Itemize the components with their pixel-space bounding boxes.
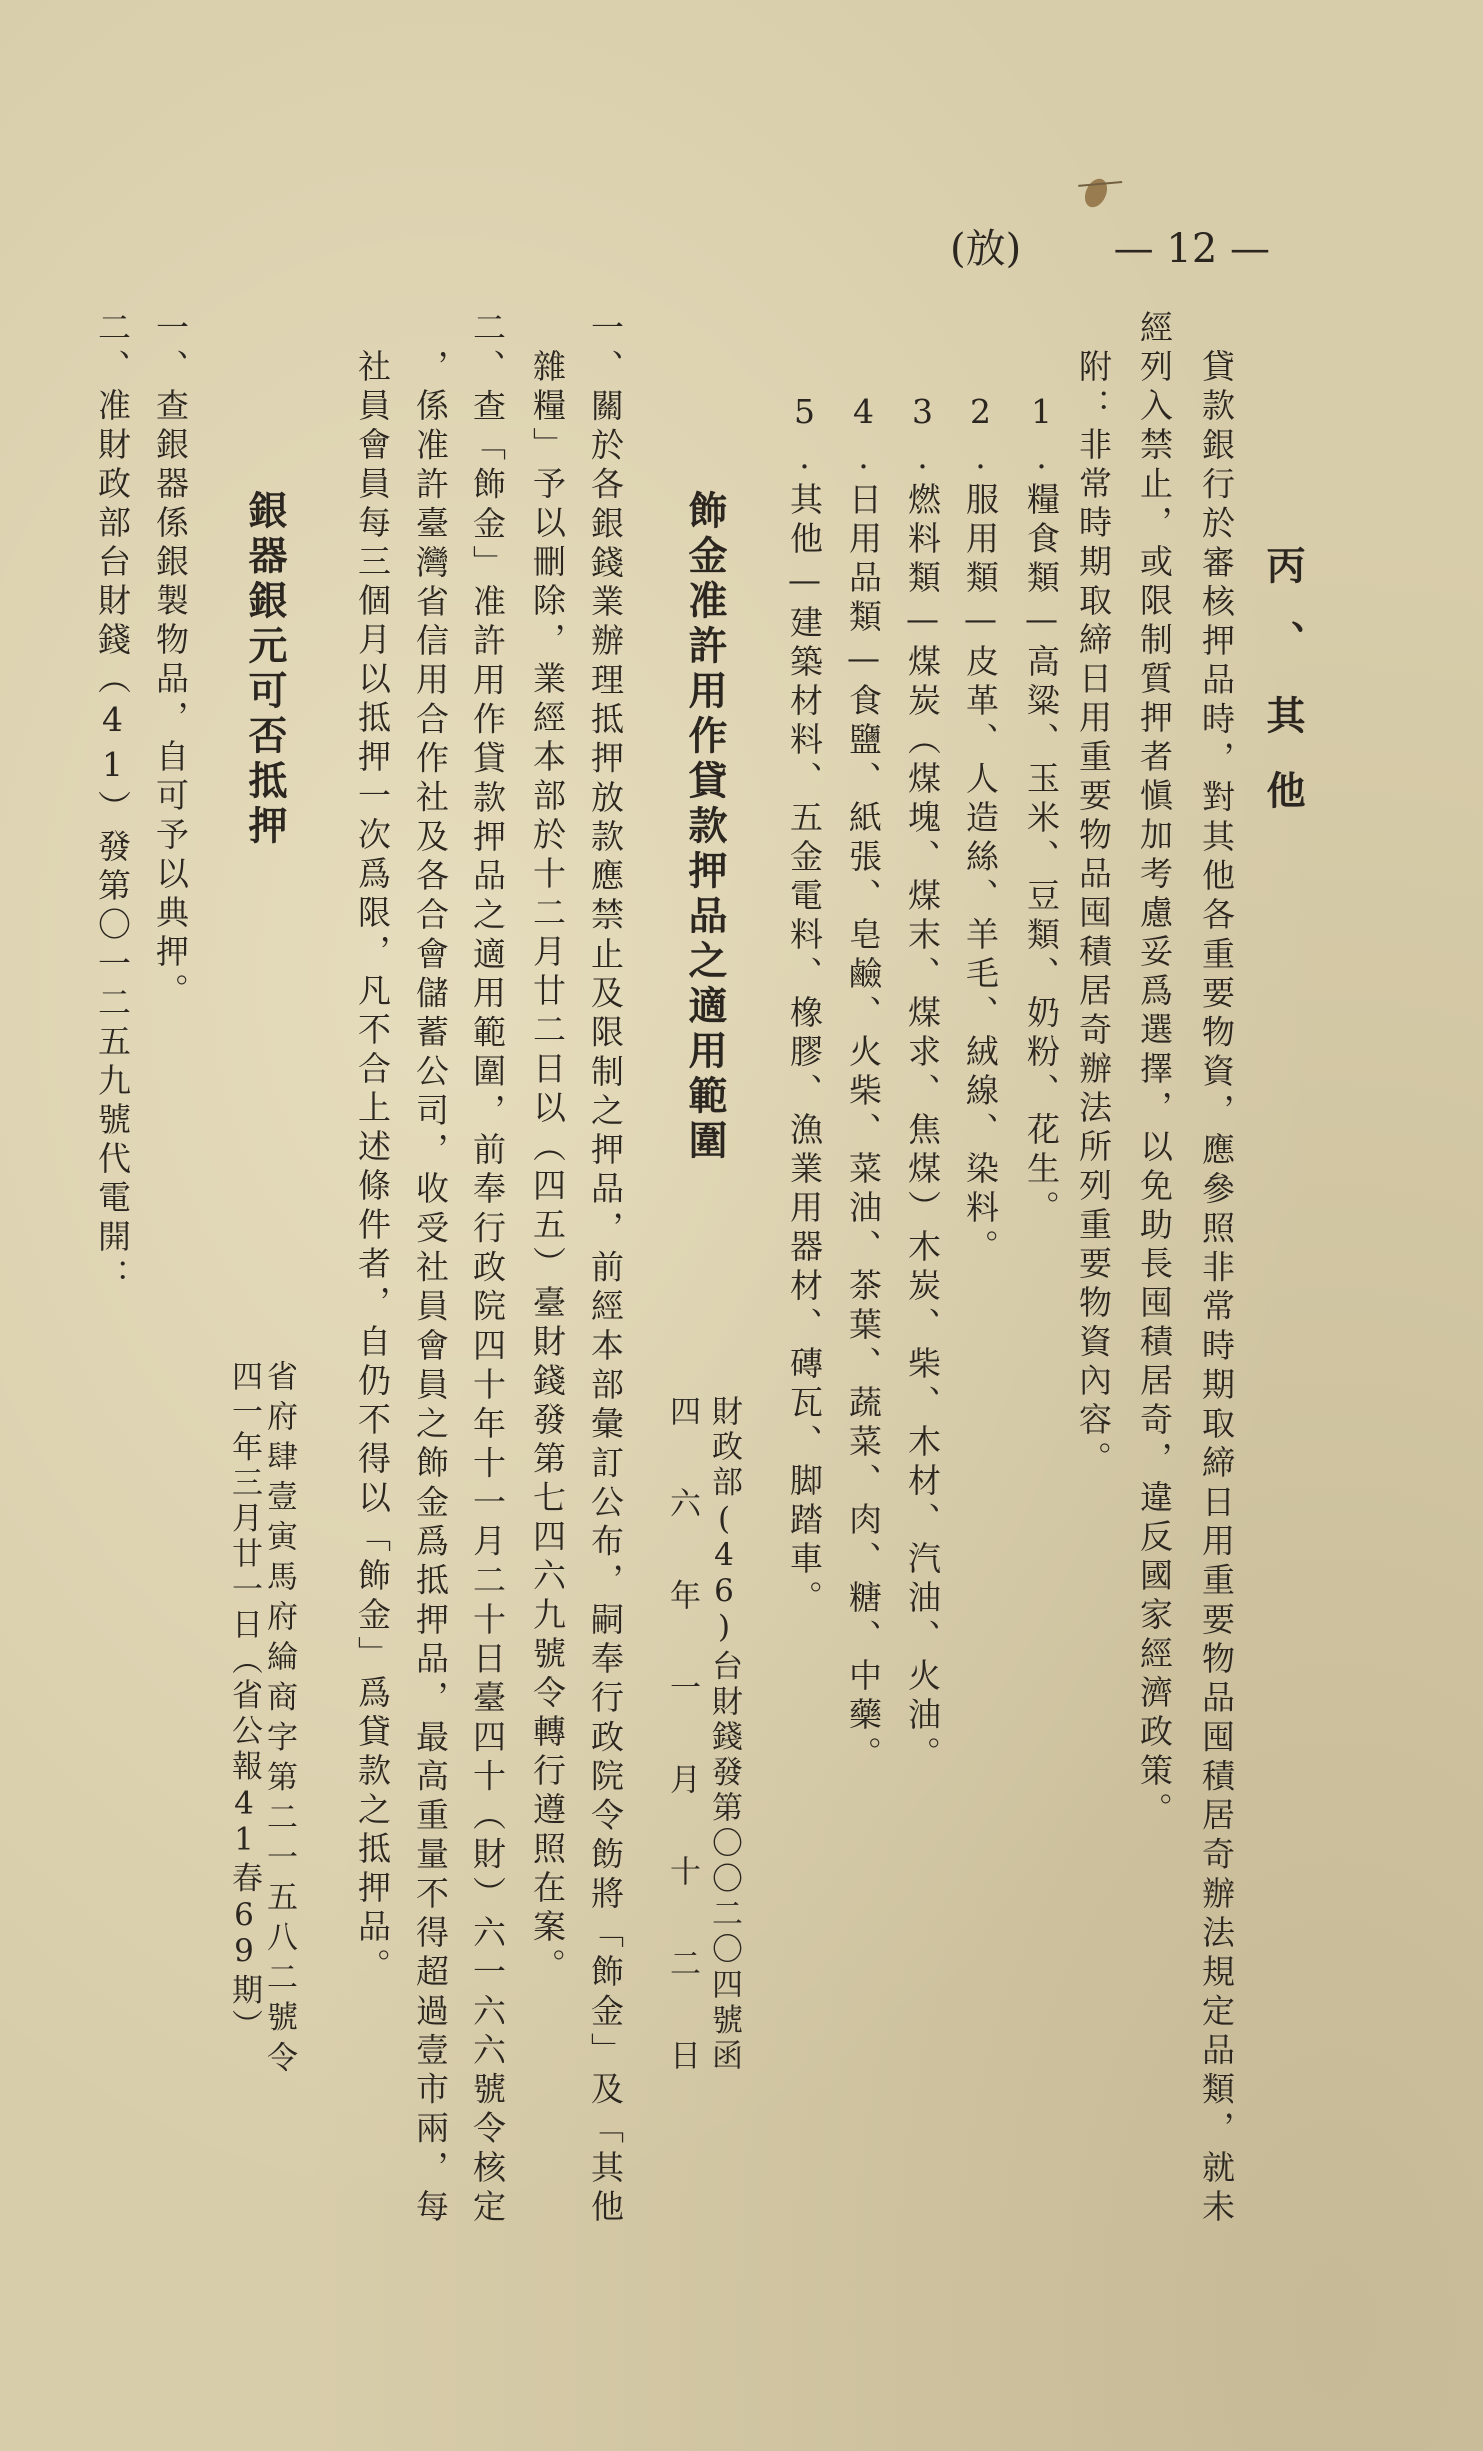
list-item: 3.燃料類—煤炭（煤塊、煤末、煤求、焦煤）木炭、柴、木材、汽油、火油。 (903, 392, 942, 1775)
section-gold-line-5: 社員會員每三個月以抵押一次爲限，凡不合上述條件者，自仍不得以「飾金」爲貸款之抵押品。 (353, 349, 392, 1987)
section-gold-line-4: ，係准許臺灣省信用合作社及各合會儲蓄公司，收受社員會員之飾金爲抵押品，最高重量不得超過壹市兩，每 (411, 349, 450, 2222)
list-item: 2.服用類—皮革、人造絲、羊毛、絨線、染料。 (961, 392, 1000, 1268)
section-c-body-line-2: 經列入禁止，或限制質押者愼加考慮妥爲選擇，以免助長囤積居奇，違反國家經濟政策。 (1135, 310, 1174, 1831)
section-silver-line-2: 二、准財政部台財錢（41）發第〇一二五九號代電開： (93, 310, 132, 1297)
list-item: 1.糧食類—高粱、玉米、豆類、奶粉、花生。 (1022, 392, 1061, 1229)
section-c-source: 財政部(46)台財錢發第〇〇二〇四號函 (706, 1395, 742, 2070)
section-c-appendix: 附：非常時期取締日用重要物品囤積居奇辦法所列重要物資內容。 (1074, 349, 1113, 1480)
list-item: 4.日用品類—食鹽、紙張、皂鹼、火柴、菜油、茶葉、蔬菜、肉、糖、中藥。 (844, 392, 883, 1775)
section-silver-heading: 銀器銀元可否抵押 (242, 490, 288, 850)
page-header (950, 222, 1270, 276)
section-c-body-line-1: 貸款銀行於審核押品時，對其他各重要物資，應參照非常時期取締日用重要物品囤積居奇辦法規定品類，就未 (1197, 349, 1236, 2222)
section-silver-line-1: 一、查銀器係銀製物品，自可予以典押。 (151, 310, 190, 1012)
page-number: — 12 — (1113, 226, 1270, 272)
section-gold-line-3: 二、查「飾金」准許用作貸款押品之適用範圍，前奉行政院四十年十一月二十日臺四十（財）六一六六號令核定 (468, 310, 507, 2222)
section-mark: (放) (950, 226, 1022, 272)
section-gold-line-1: 一、關於各銀錢業辦理抵押放款應禁止及限制之押品，前經本部彙訂公布，嗣奉行政院令飭將「飾金」及「其他 (586, 310, 625, 2222)
section-c-heading: 丙、其他 (1260, 545, 1306, 815)
insect-speck (1081, 175, 1112, 211)
section-gold-date: 四一年三月廿一日（省公報41春69期） (226, 1360, 262, 2040)
section-gold-line-2: 雜糧」予以刪除，業經本部於十二月廿二日以（四五）臺財錢發第七四六九號令轉行遵照在案。 (528, 349, 567, 1987)
section-gold-heading: 飾金准許用作貸款押品之適用範圍 (682, 490, 728, 1165)
section-gold-source: 省府肆壹寅馬府綸商字第二一五八二號令 (261, 1360, 297, 2072)
section-c-date: 四六年一月十二日 (664, 1395, 700, 2070)
list-item: 5.其他—建築材料、五金電料、橡膠、漁業用器材、磚瓦、脚踏車。 (785, 392, 824, 1619)
